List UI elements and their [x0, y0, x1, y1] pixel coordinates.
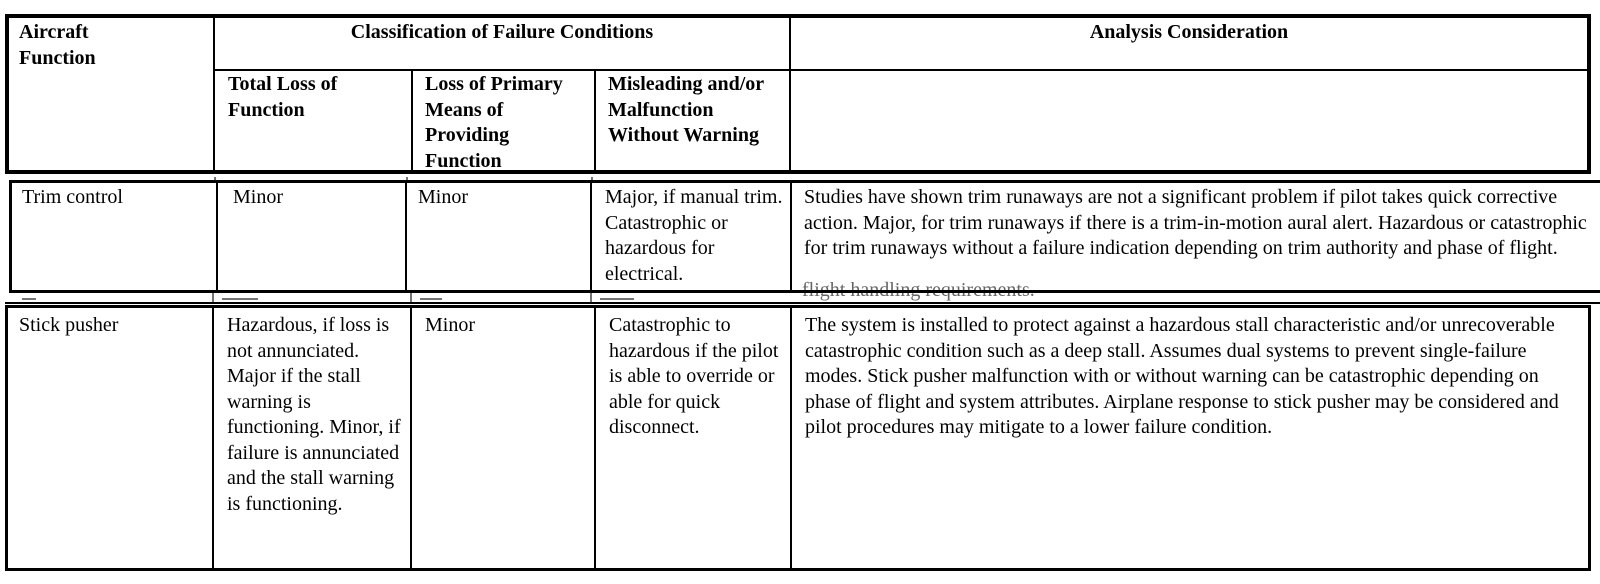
row-col-divider-1 — [216, 180, 218, 293]
fragment-mark — [212, 293, 214, 302]
row-left-border — [9, 180, 12, 293]
row-top-border — [5, 305, 1591, 308]
scan-artifact-strip-2 — [0, 279, 1600, 305]
row-bottom-border — [5, 568, 1591, 571]
fragment-mark — [590, 293, 592, 302]
fragment-mark — [410, 293, 412, 302]
cell-misleading: Major, if manual trim. Catastrophic or hazardous for electrical. — [605, 186, 783, 285]
fragment-mark — [22, 298, 36, 300]
scan-fragment-text: flight handling requirements. — [802, 279, 1035, 301]
fragment-mark — [600, 298, 634, 300]
header-analysis-title: Analysis Consideration — [1089, 21, 1289, 43]
row-top-border — [9, 180, 1600, 183]
table-header — [0, 14, 1600, 176]
header-aircraft-function: Aircraft Function — [19, 21, 96, 69]
row-col-divider-3 — [594, 305, 596, 571]
row-col-divider-1 — [212, 305, 214, 571]
row-col-divider-2 — [410, 305, 412, 571]
cell-function: Trim control — [22, 186, 123, 208]
fragment-mark — [222, 298, 258, 300]
row-right-border — [1588, 305, 1591, 571]
header-left-border — [5, 14, 9, 174]
cell-analysis: The system is installed to protect against a hazardous stall characteristic and/or unrecoverable catastrophic condition such as a deep stall. Assumes dual systems to prevent single-failure modes. Stick pusher malfunction with or without warning can be catastrophic depending on phase of flight and system attributes. Airplane response to stick pusher may be considered and pilot procedures may mitigate to a lower failure condition. — [805, 314, 1559, 438]
cell-function: Stick pusher — [19, 314, 119, 336]
header-total-loss: Total Loss of Function — [228, 73, 338, 121]
header-col-divider-2 — [411, 69, 413, 172]
cell-total-loss: Minor — [233, 186, 283, 208]
header-top-border — [5, 14, 1591, 18]
header-loss-primary: Loss of Primary Means of Providing Function — [425, 73, 563, 172]
header-classification-title: Classification of Failure Conditions — [350, 21, 654, 43]
header-misleading: Misleading and/or Malfunction Without Warning — [608, 73, 764, 146]
cell-loss-primary: Minor — [425, 314, 475, 336]
header-bottom-border — [5, 170, 1591, 174]
fragment-mark — [420, 298, 442, 300]
row-col-divider-3 — [590, 180, 592, 293]
row-col-divider-2 — [405, 180, 407, 293]
header-right-border — [1587, 14, 1591, 174]
table-row — [0, 180, 1600, 293]
row-left-border — [5, 305, 8, 571]
cell-misleading: Catastrophic to hazardous if the pilot is able to override or able for quick disconnect. — [609, 314, 779, 438]
row-col-divider-4 — [790, 305, 792, 571]
cell-loss-primary: Minor — [418, 186, 468, 208]
header-col-divider-3 — [594, 69, 596, 172]
cell-total-loss: Hazardous, if loss is not annunciated. Major if the stall warning is functioning. Minor, if failure is annunciated and the stall warning is functioning. — [227, 314, 401, 515]
cell-analysis: Studies have shown trim runaways are not a significant problem if pilot takes quick corrective action. Major, for trim runaways if there is a trim-in-motion aural alert. Hazardous or catastrophic for trim runaways without a failure indication depending on trim authority and phase of flight. — [804, 186, 1587, 259]
header-mid-border — [213, 69, 1589, 71]
table-row — [0, 305, 1600, 571]
row-col-divider-4 — [790, 180, 792, 293]
